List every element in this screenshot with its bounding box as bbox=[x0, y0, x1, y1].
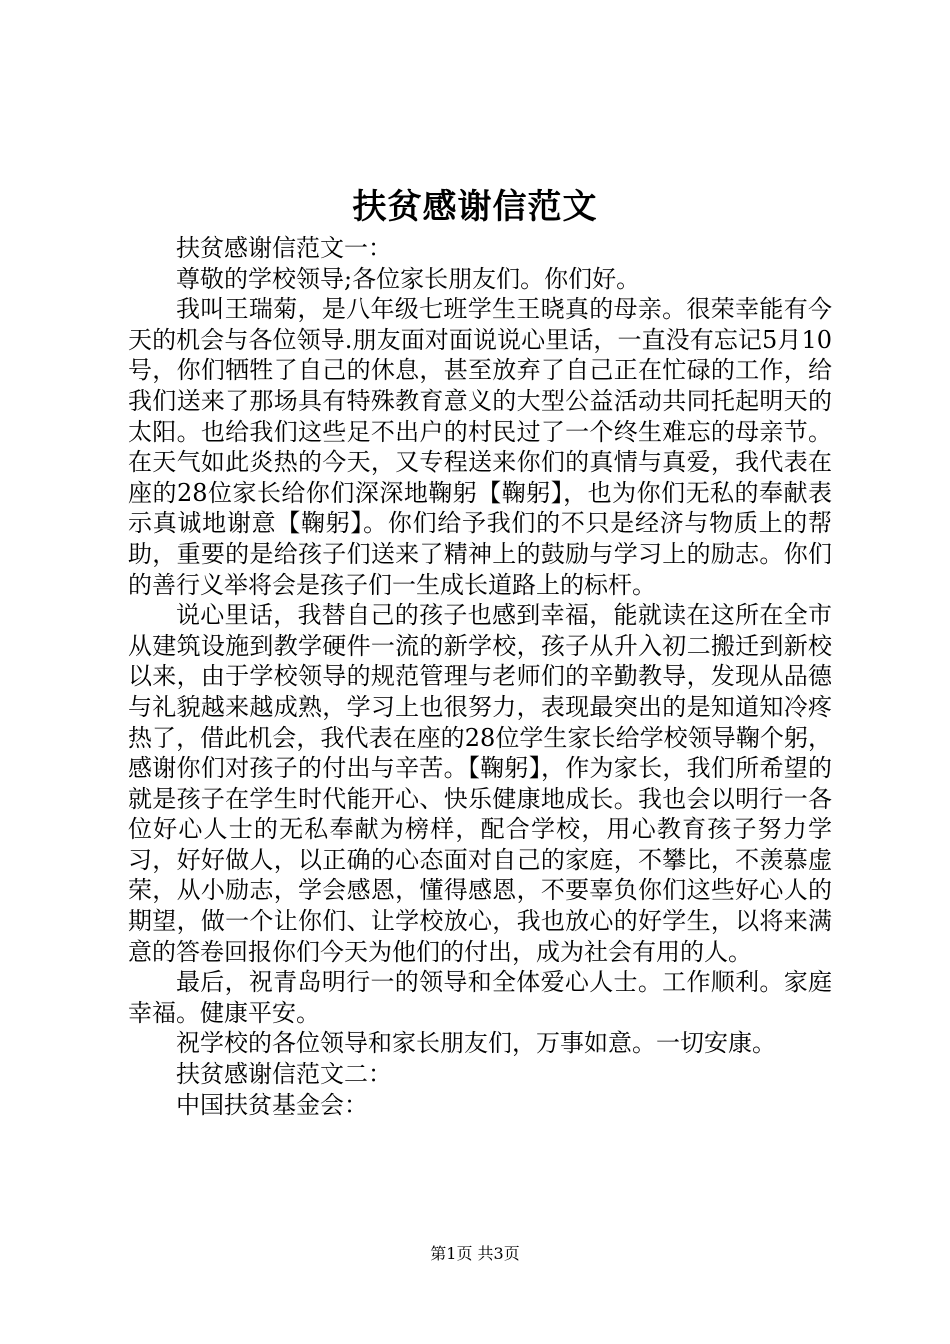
paragraph-salutation: 尊敬的学校领导;各位家长朋友们。你们好。 bbox=[176, 264, 641, 293]
paragraph-closing: 最后，祝青岛明行一的领导和全体爱心人士。工作顺利。家庭幸福。健康平安。 bbox=[128, 968, 832, 1027]
paragraph-wishes: 祝学校的各位领导和家长朋友们，万事如意。一切安康。 bbox=[176, 1029, 776, 1058]
paragraph-second-heading: 扶贫感谢信范文二： bbox=[176, 1060, 392, 1089]
document-title: 扶贫感谢信范文 bbox=[352, 187, 598, 227]
paragraph-intro-heading: 扶贫感谢信范文一： bbox=[176, 234, 392, 262]
paragraph-second-salutation: 中国扶贫基金会： bbox=[176, 1090, 368, 1119]
paragraph-body-1: 我叫王瑞菊，是八年级七班学生王晓真的母亲。很荣幸能有今天的机会与各位领导.朋友面对面说说心里话，一直没有忘记5月10号，你们牺牲了自己的休息，甚至放弃了自己正在忙碌的工作，给我们送来了那场具有特殊教育意义的大型公益活动共同托起明天的太阳。也给我们这些足不出户的村民过了一个终生难忘的母亲节。在天气如此炎热的今天，又专程送来你们的真情与真爱，我代表在座的28位家长给你们深深地鞠躬【鞠躬】，也为你们无私的奉献表示真诚地谢意【鞠躬】。你们给予我们的不只是经济与物质上的帮助，重要的是给孩子们送来了精神上的鼓励与学习上的励志。你们的善行义举将会是孩子们一生成长道路上的标杆。 bbox=[128, 295, 832, 599]
paragraph-body-2: 说心里话，我替自己的孩子也感到幸福，能就读在这所在全市从建筑设施到教学硬件一流的新学校，孩子从升入初二搬迁到新校以来，由于学校领导的规范管理与老师们的辛勤教导，发现从品德与礼貌越来越成熟，学习上也很努力，表现最突出的是知道知冷疼热了，借此机会，我代表在座的28位学生家长给学校领导鞠个躬，感谢你们对孩子的付出与辛苦。【鞠躬】，作为家长，我们所希望的就是孩子在学生时代能开心、快乐健康地成长。我也会以明行一各位好心人士的无私奉献为榜样，配合学校，用心教育孩子努力学习，好好做人，以正确的心态面对自己的家庭，不攀比，不羡慕虚荣，从小励志，学会感恩，懂得感恩，不要辜负你们这些好心人的期望，做一个让你们、让学校放心，我也放心的好学生，以将来满意的答卷回报你们今天为他们的付出，成为社会有用的人。 bbox=[128, 601, 832, 966]
page-footer: 第1页 共3页 bbox=[430, 1244, 520, 1263]
document-body bbox=[128, 233, 832, 1120]
